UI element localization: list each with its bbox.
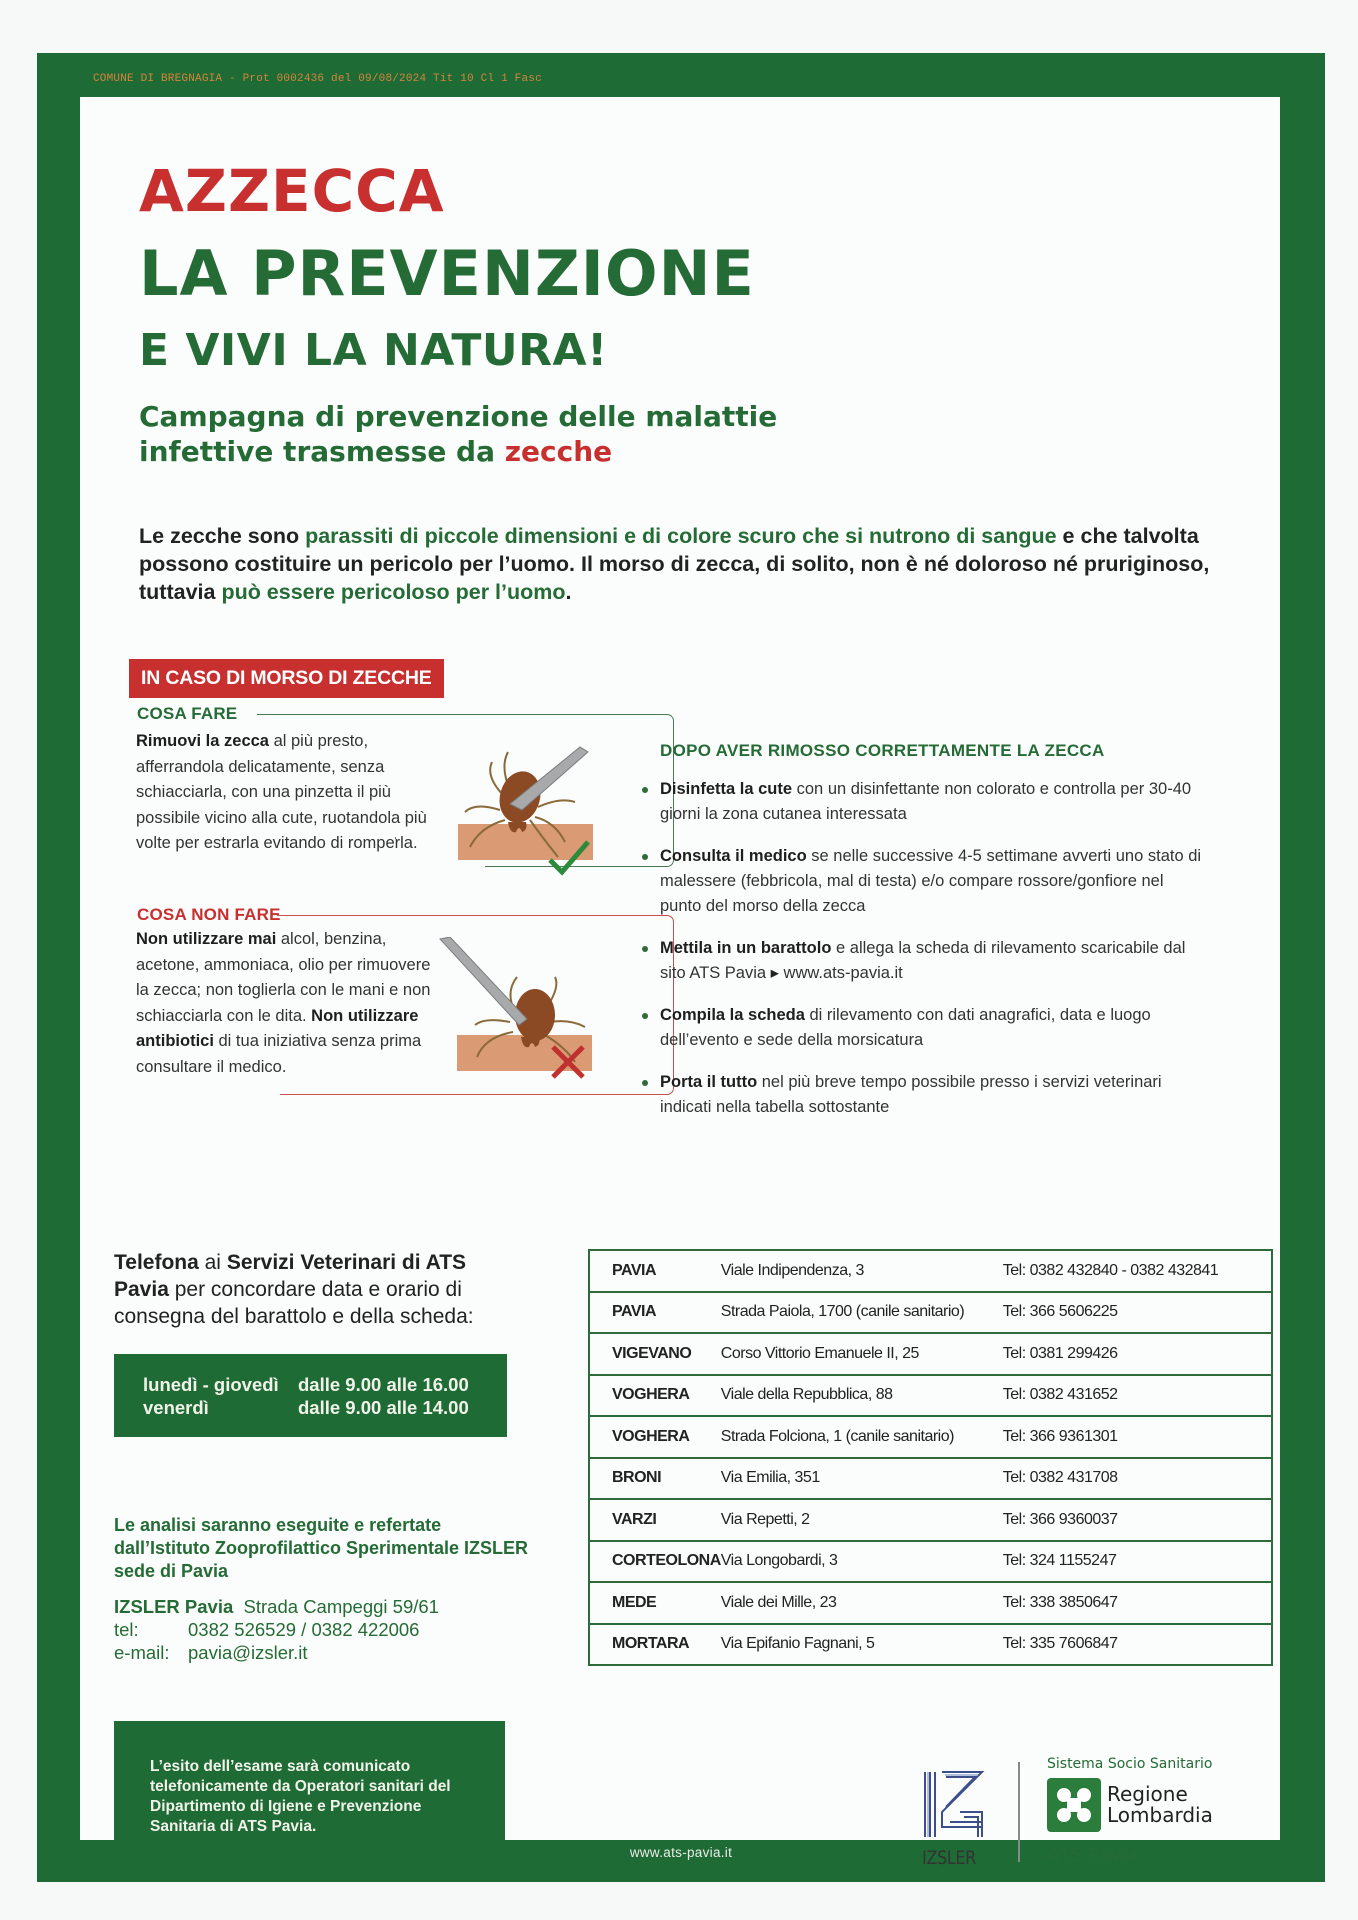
intro-highlight: parassiti di piccole dimensioni e di colore scuro che si nutrono di sangue [305, 524, 1057, 548]
wrong-removal-illustration [435, 937, 605, 1087]
izsler-address-line [114, 1595, 544, 1618]
cosa-fare-title: COSA FARE [137, 704, 238, 723]
poster-frame [37, 53, 1325, 1882]
cosa-fare-body: al più presto, afferrandola delicatamente, senza schiacciarla, con una pinzetta il più possibile vicino alla cute, ruotandola più volte per estrarla evitando di romperla. [136, 732, 427, 852]
table-row [589, 1499, 1272, 1541]
izsler-email[interactable]: pavia@izsler.it [188, 1642, 308, 1663]
cosa-non-fare-bold: Non utilizzare mai [136, 930, 277, 948]
telefona-bold: Telefona [114, 1251, 199, 1274]
sistema-socio-sanitario: Sistema Socio Sanitario [1047, 1756, 1213, 1772]
address-cell: Corso Vittorio Emanuele II, 25 [721, 1333, 1003, 1375]
address-cell: Strada Folciona, 1 (canile sanitario) [721, 1416, 1003, 1458]
city-cell: CORTEOLONA [589, 1541, 721, 1583]
item-bold: Compila la scheda [660, 1006, 805, 1024]
table-row [589, 1375, 1272, 1417]
cosa-non-fare-text [136, 927, 436, 1080]
city-cell: VIGEVANO [589, 1333, 721, 1375]
tel-cell: Tel: 366 9361301 [1003, 1416, 1272, 1458]
item-bold: Mettila in un barattolo [660, 939, 832, 957]
list-item [642, 1070, 1202, 1120]
address-cell: Via Epifanio Fagnani, 5 [721, 1624, 1003, 1666]
cosa-non-fare-bold: Non utilizzare antibiotici [136, 1006, 419, 1050]
table-row [589, 1582, 1272, 1624]
esito-text: L’esito dell’esame sarà comunicato telefonicamente da Operatori sanitari del Dipartimento di Igiene e Prevenzione Sanitaria di ATS Pavia. [150, 1758, 451, 1835]
address-cell: Via Emilia, 351 [721, 1458, 1003, 1500]
city-cell: MORTARA [589, 1624, 721, 1666]
logos-area [920, 1752, 1340, 1892]
izsler-contact [114, 1595, 544, 1664]
city-cell: PAVIA [589, 1292, 721, 1334]
izsler-name: IZSLER Pavia [114, 1596, 234, 1617]
item-bold: Porta il tutto [660, 1073, 758, 1091]
address-cell: Via Longobardi, 3 [721, 1541, 1003, 1583]
tel-cell: Tel: 0382 431652 [1003, 1375, 1272, 1417]
cosa-fare-text [136, 729, 436, 857]
hours-time: dalle 9.00 alle 14.00 [298, 1397, 469, 1418]
table-row [589, 1292, 1272, 1334]
izsler-tel-line [114, 1618, 544, 1641]
list-item [642, 1003, 1202, 1053]
tel-cell: Tel: 0381 299426 [1003, 1333, 1272, 1375]
hours-time: dalle 9.00 alle 16.00 [298, 1374, 469, 1395]
regione-lombardia-logo-icon [1047, 1778, 1101, 1832]
city-cell: PAVIA [589, 1250, 721, 1292]
table-row [589, 1624, 1272, 1666]
hours-row [143, 1374, 469, 1396]
poster-content [80, 97, 1280, 1869]
tick-removal-illustration [450, 742, 610, 882]
table-row [589, 1541, 1272, 1583]
izsler-logo-text: IZSLER [922, 1847, 976, 1869]
item-bold: Consulta il medico [660, 847, 807, 865]
subtitle-line-2 [139, 434, 939, 469]
table-row [589, 1333, 1272, 1375]
after-removal-title: DOPO AVER RIMOSSO CORRETTAMENTE LA ZECCA [660, 741, 1105, 760]
ats-pavia-text: ATS Pavia [1047, 1844, 1139, 1866]
intro-paragraph [139, 522, 1249, 606]
city-cell: MEDE [589, 1582, 721, 1624]
hours-days: lunedì - giovedì [143, 1374, 279, 1395]
table-row [589, 1416, 1272, 1458]
item-text: e allega la scheda di rilevamento scaricabile dal sito ATS Pavia [660, 939, 1186, 982]
tel-cell: Tel: 0382 432840 - 0382 432841 [1003, 1250, 1272, 1292]
city-cell: VOGHERA [589, 1375, 721, 1417]
subtitle-line-1: Campagna di prevenzione delle malattie [139, 400, 778, 433]
regione-text: Regione [1107, 1782, 1188, 1806]
izsler-logo-icon [920, 1767, 990, 1842]
title-line-2: LA PREVENZIONE [139, 237, 755, 310]
intro-text: e che talvolta possono costituire un pericolo per l’uomo. Il morso di zecca, di solito, non è né doloroso né pruriginoso, tuttavia [139, 524, 1210, 604]
address-cell: Via Repetti, 2 [721, 1499, 1003, 1541]
item-text: di rilevamento con dati anagrafici, data e luogo dell’evento e sede della morsicatura [660, 1006, 1151, 1049]
tel-label: tel: [114, 1619, 139, 1640]
intro-highlight: può essere pericoloso per l’uomo [221, 580, 566, 604]
regione-lombardia-text [1107, 1784, 1213, 1826]
item-text: con un disinfettante non colorato e controlla per 30-40 giorni la zona cutanea interessata [660, 780, 1192, 823]
list-item [642, 844, 1202, 919]
izsler-address: Strada Campeggi 59/61 [243, 1596, 439, 1617]
city-cell: BRONI [589, 1458, 721, 1500]
item-bold: Disinfetta la cute [660, 780, 793, 798]
telefona-text: per concordare data e orario di consegna del barattolo e della scheda: [114, 1278, 474, 1328]
title-line-3: E VIVI LA NATURA! [139, 325, 608, 376]
cosa-non-fare-title: COSA NON FARE [137, 905, 281, 924]
telefona-bold: Servizi Veterinari di ATS Pavia [114, 1251, 467, 1301]
protocol-stamp: COMUNE DI BREGNAGIA - Prot 0002436 del 09/08/2024 Tit 10 Cl 1 Fasc [93, 73, 542, 85]
analisi-note: Le analisi saranno eseguite e refertate dall’Istituto Zooprofilattico Sperimentale IZSLER sede di Pavia [114, 1515, 529, 1581]
address-cell: Viale dei Mille, 23 [721, 1582, 1003, 1624]
izsler-tel: 0382 526529 / 0382 422006 [188, 1619, 420, 1640]
hours-days: venerdì [143, 1397, 209, 1418]
table-row [589, 1250, 1272, 1292]
hours-row [143, 1397, 469, 1419]
izsler-email-line [114, 1641, 544, 1664]
after-removal-list [642, 777, 1202, 1137]
city-cell: VARZI [589, 1499, 721, 1541]
campaign-subtitle [139, 399, 939, 469]
item-text: nel più breve tempo possibile presso i servizi veterinari indicati nella tabella sottostante [660, 1073, 1162, 1116]
tel-cell: Tel: 338 3850647 [1003, 1582, 1272, 1624]
opening-hours-box [114, 1354, 507, 1437]
lombardia-text: Lombardia [1107, 1803, 1213, 1827]
cosa-fare-bold: Rimuovi la zecca [136, 732, 269, 750]
list-item [642, 777, 1202, 827]
vet-services-table [588, 1249, 1273, 1666]
city-cell: VOGHERA [589, 1416, 721, 1458]
tel-cell: Tel: 324 1155247 [1003, 1541, 1272, 1583]
email-label: e-mail: [114, 1642, 170, 1663]
footer-url[interactable]: www.ats-pavia.it [629, 1845, 733, 1860]
list-item [642, 936, 1202, 986]
address-cell: Viale Indipendenza, 3 [721, 1250, 1003, 1292]
tel-cell: Tel: 366 9360037 [1003, 1499, 1272, 1541]
intro-text: . [565, 580, 572, 604]
title-line-1: AZZECCA [139, 157, 445, 225]
bite-banner: IN CASO DI MORSO DI ZECCHE [129, 659, 444, 698]
ats-link[interactable]: www.ats-pavia.it [778, 964, 903, 982]
subtitle-highlight: zecche [504, 435, 613, 468]
table-row [589, 1458, 1272, 1500]
tel-cell: Tel: 335 7606847 [1003, 1624, 1272, 1666]
address-cell: Viale della Repubblica, 88 [721, 1375, 1003, 1417]
tel-cell: Tel: 0382 431708 [1003, 1458, 1272, 1500]
item-text: se nelle successive 4-5 settimane avverti uno stato di malessere (febbricola, mal di testa) e/o compare rossore/gonfiore nel punto del morso della zecca [660, 847, 1202, 915]
subtitle-text: infettive trasmesse da [139, 435, 505, 468]
cosa-non-fare-body: alcol, benzina, acetone, ammoniaca, olio per rimuovere la zecca; non toglierla con le mani e non schiacciarla con le dita. [136, 930, 431, 1025]
telefona-text: ai [198, 1251, 227, 1274]
arrow-icon: ▸ [770, 964, 779, 982]
intro-text: Le zecche sono [139, 524, 306, 548]
tel-cell: Tel: 366 5606225 [1003, 1292, 1272, 1334]
telefona-paragraph [114, 1249, 524, 1330]
address-cell: Strada Paiola, 1700 (canile sanitario) [721, 1292, 1003, 1334]
cosa-non-fare-body: di tua iniziativa senza prima consultare il medico. [136, 1032, 422, 1076]
